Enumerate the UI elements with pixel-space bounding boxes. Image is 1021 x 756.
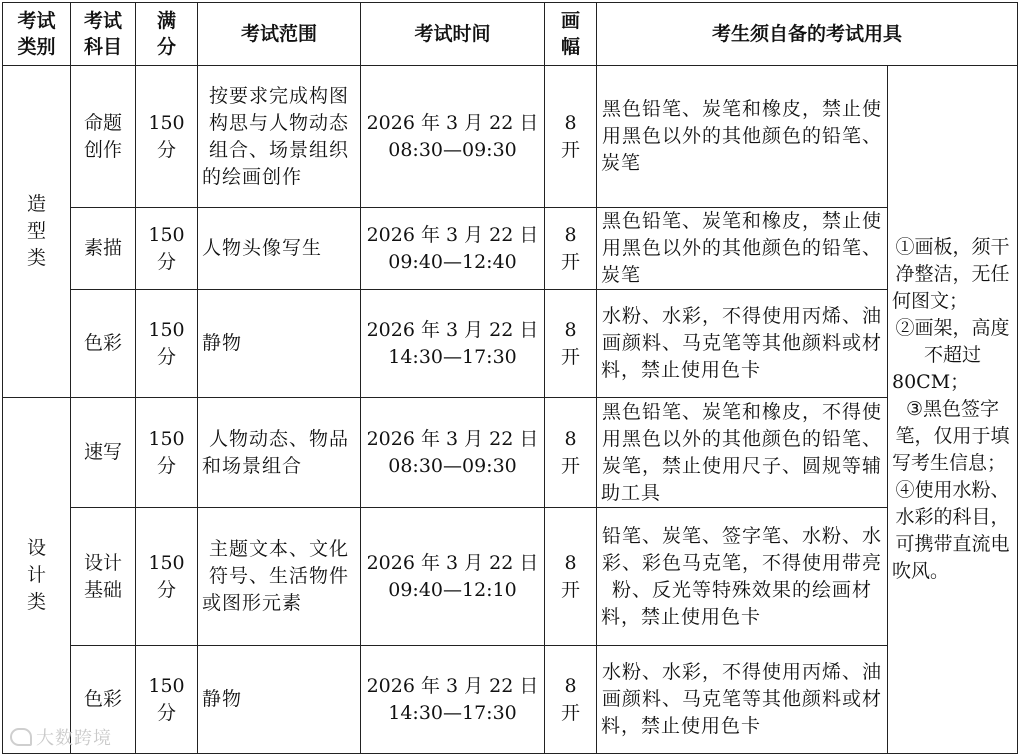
table-row	[3, 208, 1018, 290]
score-cell: 150 分	[136, 290, 198, 398]
time-cell: 2026 年 3 月 22 日 08:30—09:30	[361, 398, 545, 508]
category-cell: 造 型 类	[3, 66, 71, 398]
table-row	[3, 508, 1018, 646]
time-cell: 2026 年 3 月 22 日 08:30—09:30	[361, 66, 545, 208]
tools-cell: 黑色铅笔、炭笔和橡皮，禁止使用黑色以外的其他颜色的铅笔、炭笔	[597, 208, 888, 290]
subject-cell: 色彩	[71, 646, 136, 754]
subject-cell: 速写	[71, 398, 136, 508]
score-cell: 150 分	[136, 646, 198, 754]
tools-cell: 黑色铅笔、炭笔和橡皮，禁止使用黑色以外的其他颜色的铅笔、炭笔	[597, 66, 888, 208]
scope-cell: 主题文本、文化符号、生活物件或图形元素	[198, 508, 361, 646]
header-scope: 考试范围	[198, 3, 361, 66]
subject-cell: 色彩	[71, 290, 136, 398]
score-cell: 150 分	[136, 398, 198, 508]
header-category: 考试 类别	[3, 3, 71, 66]
table-row	[3, 290, 1018, 398]
size-cell: 8 开	[545, 66, 597, 208]
exam-table	[2, 2, 1018, 754]
time-cell: 2026 年 3 月 22 日 09:40—12:40	[361, 208, 545, 290]
header-paper-size: 画 幅	[545, 3, 597, 66]
score-cell: 150 分	[136, 66, 198, 208]
header-tools: 考生须自备的考试用具	[597, 3, 1018, 66]
tools-cell: 水粉、水彩，不得使用丙烯、油画颜料、马克笔等其他颜料或材料，禁止使用色卡	[597, 646, 888, 754]
size-cell: 8 开	[545, 646, 597, 754]
tools-cell: 水粉、水彩，不得使用丙烯、油画颜料、马克笔等其他颜料或材料，禁止使用色卡	[597, 290, 888, 398]
common-tools-cell: ①画板，须干净整洁，无任何图文； ②画架，高度不超过80CM； ③黑色签字笔，仅用于填写考生信息； ④使用水粉、水彩的科目，可携带直流电吹风。	[888, 66, 1018, 754]
table-row	[3, 398, 1018, 508]
tools-cell: 铅笔、炭笔、签字笔、水粉、水彩、彩色马克笔，不得使用带亮粉、反光等特殊效果的绘画材料，禁止使用色卡	[597, 508, 888, 646]
watermark-text: 大数跨境	[36, 728, 112, 749]
size-cell: 8 开	[545, 290, 597, 398]
header-subject: 考试 科目	[71, 3, 136, 66]
time-cell: 2026 年 3 月 22 日 14:30—17:30	[361, 290, 545, 398]
score-cell: 150 分	[136, 208, 198, 290]
chat-bubble-icon	[10, 728, 32, 746]
tools-cell: 黑色铅笔、炭笔和橡皮，不得使用黑色以外的其他颜色的铅笔、炭笔，禁止使用尺子、圆规等辅助工具	[597, 398, 888, 508]
size-cell: 8 开	[545, 398, 597, 508]
scope-cell: 按要求完成构图构思与人物动态组合、场景组织的绘画创作	[198, 66, 361, 208]
scope-cell: 静物	[198, 290, 361, 398]
scope-cell: 人物动态、物品和场景组合	[198, 398, 361, 508]
size-cell: 8 开	[545, 208, 597, 290]
header-full-score: 满 分	[136, 3, 198, 66]
table-row	[3, 66, 1018, 208]
subject-cell: 命题 创作	[71, 66, 136, 208]
scope-cell: 静物	[198, 646, 361, 754]
size-cell: 8 开	[545, 508, 597, 646]
subject-cell: 设计 基础	[71, 508, 136, 646]
category-cell: 设 计 类	[3, 398, 71, 754]
subject-cell: 素描	[71, 208, 136, 290]
score-cell: 150 分	[136, 508, 198, 646]
time-cell: 2026 年 3 月 22 日 14:30—17:30	[361, 646, 545, 754]
scope-cell: 人物头像写生	[198, 208, 361, 290]
watermark	[10, 724, 112, 750]
header-time: 考试时间	[361, 3, 545, 66]
table-row	[3, 646, 1018, 754]
header-row	[3, 3, 1018, 66]
time-cell: 2026 年 3 月 22 日 09:40—12:10	[361, 508, 545, 646]
